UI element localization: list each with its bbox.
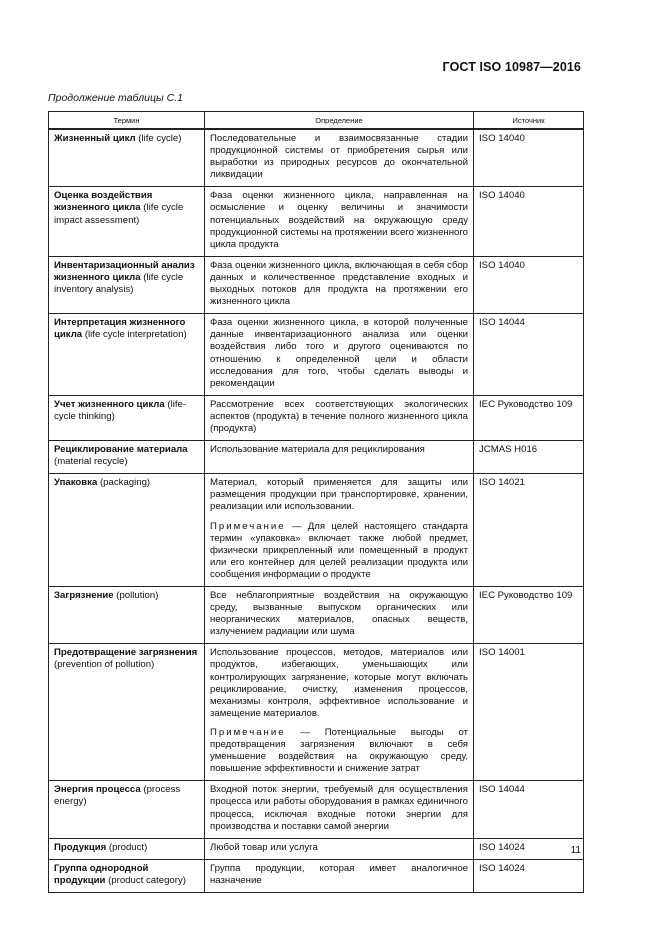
definition-note — [210, 727, 468, 775]
table-row — [49, 474, 584, 587]
definition-cell — [205, 187, 474, 256]
term-english: (life-cycle thinking) — [54, 398, 187, 422]
column-header-term: Термин — [49, 112, 205, 130]
source-cell: ISO 14001 — [474, 644, 584, 781]
source-cell: IEC Руководство 109 — [474, 587, 584, 644]
definition-cell — [205, 781, 474, 838]
term-cell — [49, 838, 205, 859]
term-name: Учет жизненного цикла — [54, 398, 165, 410]
column-header-source: Источник — [474, 112, 584, 130]
term-name: Инвентаризационный анализ жизненного цикла — [54, 259, 195, 283]
term-english: (process energy) — [54, 784, 181, 808]
note-label: Примечание — [210, 520, 286, 532]
definition-cell — [205, 129, 474, 187]
source-cell: IEC Руководство 109 — [474, 395, 584, 440]
term-cell — [49, 314, 205, 396]
table-row — [49, 587, 584, 644]
source-cell: ISO 14024 — [474, 859, 584, 892]
definition-text: Группа продукции, которая имеет аналогичное назначение — [210, 862, 468, 886]
term-name: Интерпретация жизненного цикла — [54, 317, 186, 341]
source-cell: ISO 14024 — [474, 838, 584, 859]
definition-cell — [205, 474, 474, 587]
definition-note — [210, 521, 468, 581]
table-row — [49, 838, 584, 859]
definition-text: Рассмотрение всех соответствующих экологических аспектов (продукта) в течение полного жизненного цикла (продукта) — [210, 398, 468, 434]
definition-text: Любой товар или услуга — [210, 841, 318, 853]
table-caption: Продолжение таблицы С.1 — [48, 92, 183, 104]
source-cell: ISO 14044 — [474, 781, 584, 838]
definition-cell — [205, 441, 474, 474]
definition-cell — [205, 838, 474, 859]
term-cell — [49, 395, 205, 440]
table-row — [49, 314, 584, 396]
term-english: (life cycle impact assessment) — [54, 202, 184, 226]
term-name: Рециклирование материала — [54, 444, 188, 456]
term-name: Жизненный цикл — [54, 133, 136, 144]
definition-cell — [205, 314, 474, 396]
term-cell — [49, 187, 205, 256]
definition-text: Использование процессов, методов, материалов или продуктов, избегающих, уменьшающих или контролирующих загрязнение, которые могут включать рециклирование, очистку, изменения процессов, механизмы контроля, эффективное использование и замещение материалов. — [210, 647, 468, 719]
term-english: (life cycle) — [135, 133, 182, 144]
table-row — [49, 644, 584, 781]
definition-text: Все неблагоприятные воздействия на окружающую среду, вызванные выпуском органических или неорганических материалов, опасных веществ, излучением радиации или шума — [210, 590, 468, 638]
source-cell: ISO 14040 — [474, 129, 584, 187]
term-name: Продукция — [54, 841, 107, 853]
definition-text: Материал, который применяется для защиты или размещения продукции при транспортировке, хранении, реализации или использовании. — [210, 477, 468, 513]
table-row — [49, 781, 584, 838]
definition-cell — [205, 644, 474, 781]
definition-text: Последовательные и взаимосвязанные стадии продукционной системы от приобретения сырья или выработки из природных ресурсов до окончательной ликвидации — [210, 133, 468, 181]
term-cell — [49, 859, 205, 892]
document-code: ГОСТ ISO 10987—2016 — [442, 60, 581, 74]
term-english: (life cycle inventory analysis) — [54, 271, 184, 296]
term-cell — [49, 781, 205, 838]
term-name: Энергия процесса — [54, 784, 141, 796]
table-row — [49, 256, 584, 313]
definition-text: Фаза оценки жизненного цикла, в которой полученные данные инвентаризационного анализа или оценки воздействия либо того и другого оцениваются по отношению к определенной цели и области исследования для того, чтобы сделать выводы и рекомендации — [210, 317, 468, 389]
term-english: (prevention of pollution) — [54, 659, 155, 671]
term-english: (material recycle) — [54, 456, 128, 468]
definition-cell — [205, 859, 474, 892]
note-text: — Для целей настоящего стандарта термин «упаковка» включает также любой предмет, физически прикрепленный или помещенный в продукт или его контейнер для целей реализации продукта или сообщения информации о продукте — [210, 520, 468, 580]
source-cell: JCMAS H016 — [474, 441, 584, 474]
definition-cell — [205, 256, 474, 313]
term-english: (pollution) — [113, 590, 159, 601]
term-cell — [49, 256, 205, 313]
table-row — [49, 395, 584, 440]
term-cell — [49, 474, 205, 587]
table-row — [49, 441, 584, 474]
note-label: Примечание — [210, 726, 286, 738]
column-header-definition: Определение — [205, 112, 474, 130]
term-cell — [49, 587, 205, 644]
term-name: Предотвращение загрязнения — [54, 647, 198, 659]
term-cell — [49, 129, 205, 187]
table-row — [49, 187, 584, 256]
definition-text: Входной поток энергии, требуемый для осуществления процесса или работы оборудования в рамках единичного процесса, исключая входные потоки энергии для производства и поставки самой энергии — [210, 784, 468, 832]
table-row — [49, 129, 584, 187]
definition-cell — [205, 395, 474, 440]
source-cell: ISO 14021 — [474, 474, 584, 587]
page-number: 11 — [570, 845, 581, 856]
table-row — [49, 859, 584, 892]
term-english: (product) — [106, 841, 148, 853]
term-name: Группа однородной продукции — [54, 862, 149, 886]
term-name: Загрязнение — [54, 590, 114, 601]
definition-text: Фаза оценки жизненного цикла, направленная на осмысление и оценку величины и значимости потенциальных воздействий на окружающую среду продукционной системы на протяжении всего жизненного цикла продукта — [210, 190, 468, 250]
term-english: (packaging) — [97, 477, 151, 489]
table-header-row — [49, 112, 584, 130]
term-english: (life cycle interpretation) — [82, 329, 187, 341]
definition-text: Фаза оценки жизненного цикла, включающая в себя сбор данных и количественное представление входных и выходных потоков для продукта на протяжении его жизненного цикла — [210, 259, 468, 308]
definition-text: Использование материала для рециклирования — [210, 444, 425, 456]
term-english: (product category) — [105, 874, 186, 886]
source-cell: ISO 14040 — [474, 187, 584, 256]
definition-cell — [205, 587, 474, 644]
term-name: Оценка воздействия жизненного цикла — [54, 190, 153, 214]
term-cell — [49, 441, 205, 474]
source-cell: ISO 14040 — [474, 256, 584, 313]
source-cell: ISO 14044 — [474, 314, 584, 396]
note-text: — Потенциальные выгоды от предотвращения загрязнения включают в себя уменьшение воздействия на окружающую среду, повышение эффективности и снижение затрат — [210, 726, 468, 775]
terms-table — [48, 111, 584, 893]
term-cell — [49, 644, 205, 781]
term-name: Упаковка — [54, 477, 98, 489]
